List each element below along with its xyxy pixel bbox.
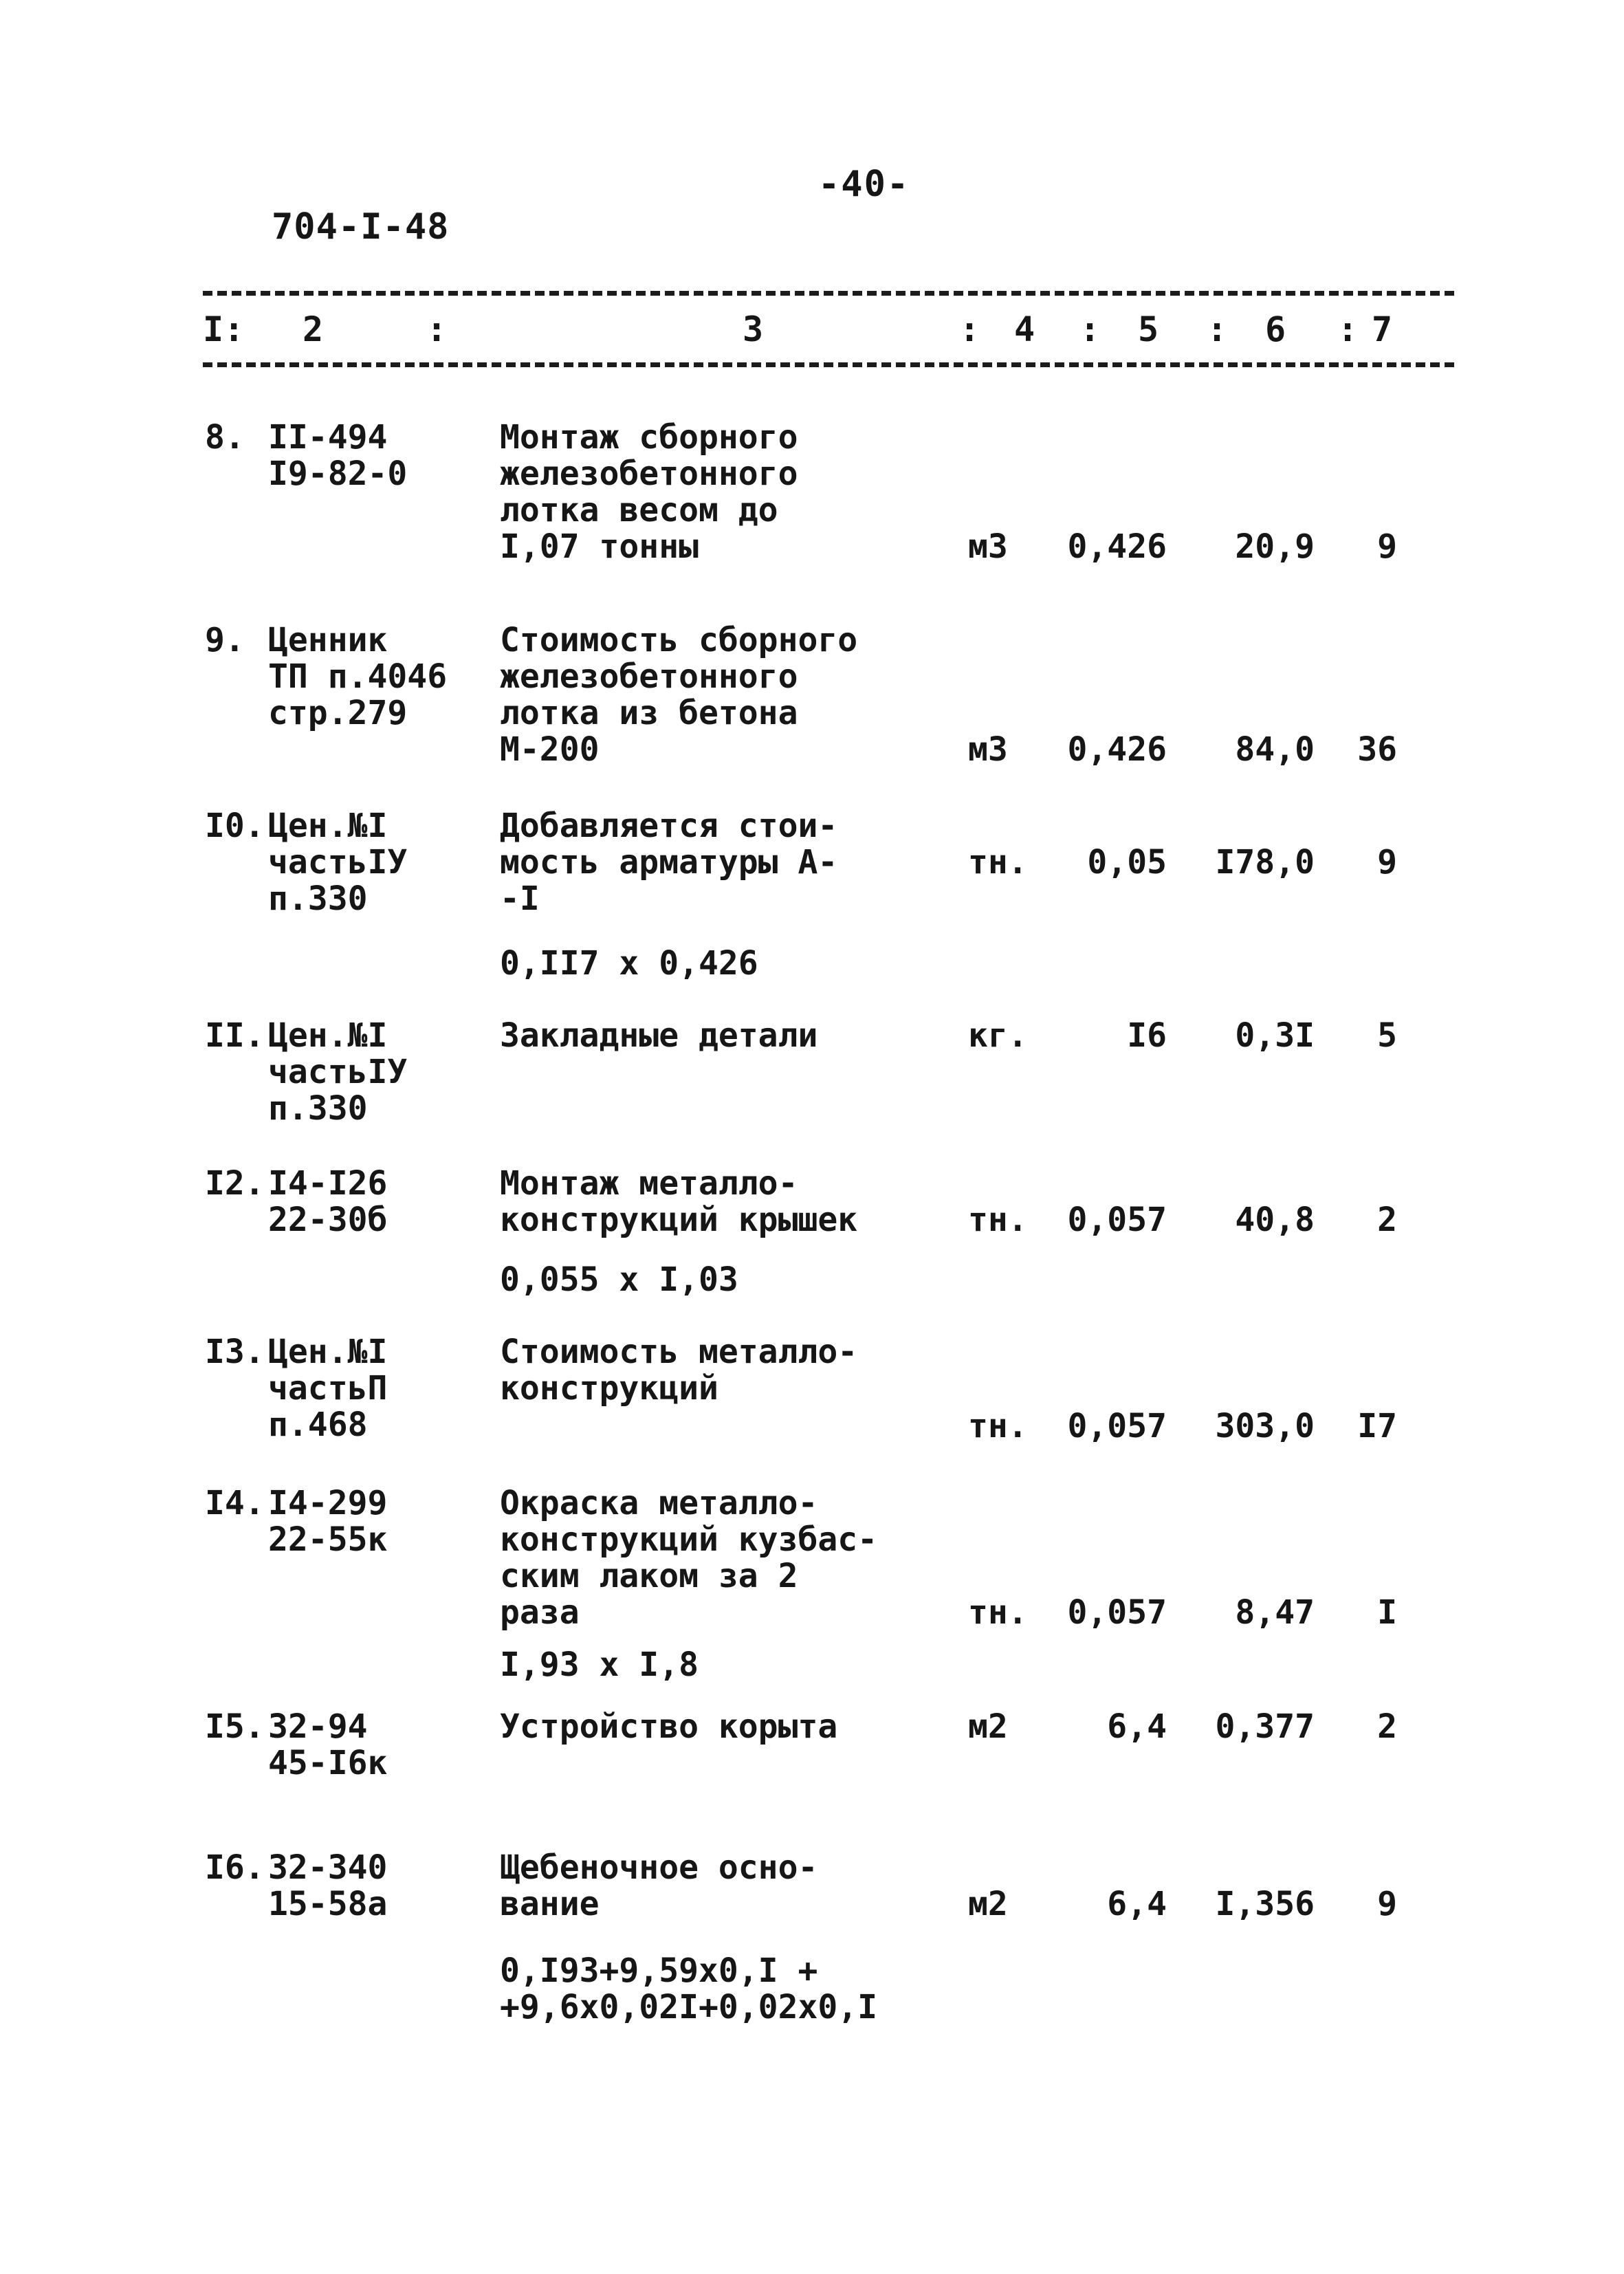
work-description-line: мость арматуры А- [500,843,838,882]
work-description-line: Стоимость сборного [500,621,858,659]
work-description-line: Монтаж сборного [500,418,798,457]
work-description-line: конструкций крышек [500,1201,858,1239]
work-description [500,419,798,565]
unit-of-measure: м3 [968,527,1008,566]
work-description-line: железобетонного [500,455,798,493]
quantity-formula: 0,II7 х 0,426 [500,944,758,983]
unit-price: 20,9 [1235,527,1315,566]
unit-price: I,356 [1215,1885,1315,1923]
work-description-line: Добавляется стои- [500,807,838,845]
quantity: 0,05 [1087,843,1167,882]
quantity-formula: 0,055 х I,03 [500,1260,738,1299]
total-cost: 2 [1377,1201,1397,1239]
row-number: I6. [205,1848,265,1887]
work-description-line: ским лаком за 2 [500,1557,798,1595]
unit-price: 40,8 [1235,1201,1315,1239]
column-header-4: 4 [1014,309,1035,349]
total-cost: 9 [1377,527,1397,566]
row-number: 9. [205,621,245,659]
row-number: I0. [205,807,265,845]
row-number: I4. [205,1484,265,1522]
unit-of-measure: м3 [968,730,1008,769]
work-description-line: лотка из бетона [500,694,798,732]
unit-of-measure: м2 [968,1707,1008,1746]
total-cost: 36 [1357,730,1397,769]
total-cost: 5 [1377,1016,1397,1055]
column-separator: : [1207,309,1228,349]
work-description-line: Щебеночное осно- [500,1848,818,1887]
quantity: 0,057 [1067,1407,1167,1445]
work-description-line: железобетонного [500,657,798,696]
rate-reference [268,1166,387,1238]
rate-reference-line: п.468 [268,1406,368,1444]
unit-price: I78,0 [1215,843,1315,882]
rate-reference-line: п.330 [268,1089,368,1128]
rate-reference [268,808,407,917]
column-separator: : [1079,309,1101,349]
rate-reference [268,1334,387,1443]
work-description-line: конструкций [500,1369,718,1408]
rate-reference-line: стр.279 [268,694,408,732]
rate-reference [268,1850,387,1923]
work-description-line: вание [500,1885,600,1923]
unit-price: 0,3I [1235,1016,1315,1055]
work-description-line: М-200 [500,730,600,769]
rate-reference-line: I4-I26 [268,1164,388,1203]
column-header-2: 2 [303,309,324,349]
work-description [500,1850,818,1923]
rate-reference-line: Цен.№I [268,1016,388,1055]
column-header-6: 6 [1265,309,1286,349]
unit-of-measure: тн. [968,1407,1028,1445]
rate-reference [268,1709,387,1782]
column-separator: : [1337,309,1359,349]
quantity-formula: I,93 х I,8 [500,1646,699,1684]
rate-reference-line: ТП п.4046 [268,657,448,696]
total-cost: I7 [1357,1407,1397,1445]
unit-price: 0,377 [1215,1707,1315,1746]
work-description-line: I,07 тонны [500,527,699,566]
unit-of-measure: м2 [968,1885,1008,1923]
rate-reference-line: I4-299 [268,1484,388,1522]
document-code: 704-I-48 [272,206,450,248]
work-description [500,622,857,768]
unit-of-measure: тн. [968,843,1028,882]
column-header-3: 3 [743,309,764,349]
rate-reference-line: частьП [268,1369,388,1408]
row-number: I3. [205,1333,265,1371]
page-number: -40- [818,164,910,205]
work-description-line: Стоимость металло- [500,1333,858,1371]
column-header-5: 5 [1138,309,1159,349]
unit-of-measure: тн. [968,1201,1028,1239]
rate-reference-line: Цен.№I [268,807,388,845]
table-header-bottom-rule [203,362,1454,367]
unit-price: 84,0 [1235,730,1315,769]
row-number: I5. [205,1707,265,1746]
rate-reference [268,419,407,492]
rate-reference-line: частьIУ [268,843,408,882]
quantity: 0,057 [1067,1201,1167,1239]
rate-reference-line: Ценник [268,621,388,659]
total-cost: 9 [1377,1885,1397,1923]
work-description-line: Окраска металло- [500,1484,818,1522]
table-column-header [203,309,1454,352]
work-description-line: лотка весом до [500,491,778,529]
work-description [500,1166,857,1238]
rate-reference-line: I9-82-0 [268,455,408,493]
work-description-line: конструкций кузбас- [500,1520,878,1559]
work-description [500,808,837,917]
work-description [500,1334,857,1407]
quantity: I6 [1127,1016,1167,1055]
column-header-1: I: [203,309,245,349]
work-description-line: Устройство корыта [500,1707,838,1746]
rate-reference-line: 32-340 [268,1848,388,1887]
work-description [500,1485,877,1631]
rate-reference-line: 45-I6к [268,1744,388,1782]
quantity: 0,426 [1067,730,1167,769]
work-description-line: Монтаж металло- [500,1164,798,1203]
column-separator: : [959,309,980,349]
quantity: 0,426 [1067,527,1167,566]
row-number: II. [205,1016,265,1055]
total-cost: I [1377,1593,1397,1632]
row-number: 8. [205,418,245,457]
column-separator: : [426,309,448,349]
rate-reference-line: частьIУ [268,1053,408,1091]
quantity: 0,057 [1067,1593,1167,1632]
rate-reference [268,622,447,732]
rate-reference [268,1485,387,1558]
work-description-line: Закладные детали [500,1016,818,1055]
quantity-formula: 0,I93+9,59х0,I + +9,6х0,02I+0,02х0,I [500,1952,878,2026]
rate-reference-line: 22-30б [268,1201,388,1239]
rate-reference-line: 15-58а [268,1885,388,1923]
table-header-top-rule [203,291,1454,296]
work-description-line: -I [500,879,540,918]
rate-reference-line: II-494 [268,418,388,457]
total-cost: 9 [1377,843,1397,882]
rate-reference-line: п.330 [268,879,368,918]
unit-of-measure: тн. [968,1593,1028,1632]
rate-reference-line: 22-55к [268,1520,388,1559]
unit-price: 8,47 [1235,1593,1315,1632]
unit-of-measure: кг. [968,1016,1028,1055]
quantity: 6,4 [1107,1885,1167,1923]
work-description [500,1018,818,1054]
total-cost: 2 [1377,1707,1397,1746]
work-description-line: раза [500,1593,580,1632]
rate-reference-line: 32-94 [268,1707,368,1746]
rate-reference [268,1018,407,1127]
row-number: I2. [205,1164,265,1203]
quantity: 6,4 [1107,1707,1167,1746]
column-header-7: 7 [1372,309,1393,349]
work-description [500,1709,837,1745]
rate-reference-line: Цен.№I [268,1333,388,1371]
unit-price: 303,0 [1215,1407,1315,1445]
